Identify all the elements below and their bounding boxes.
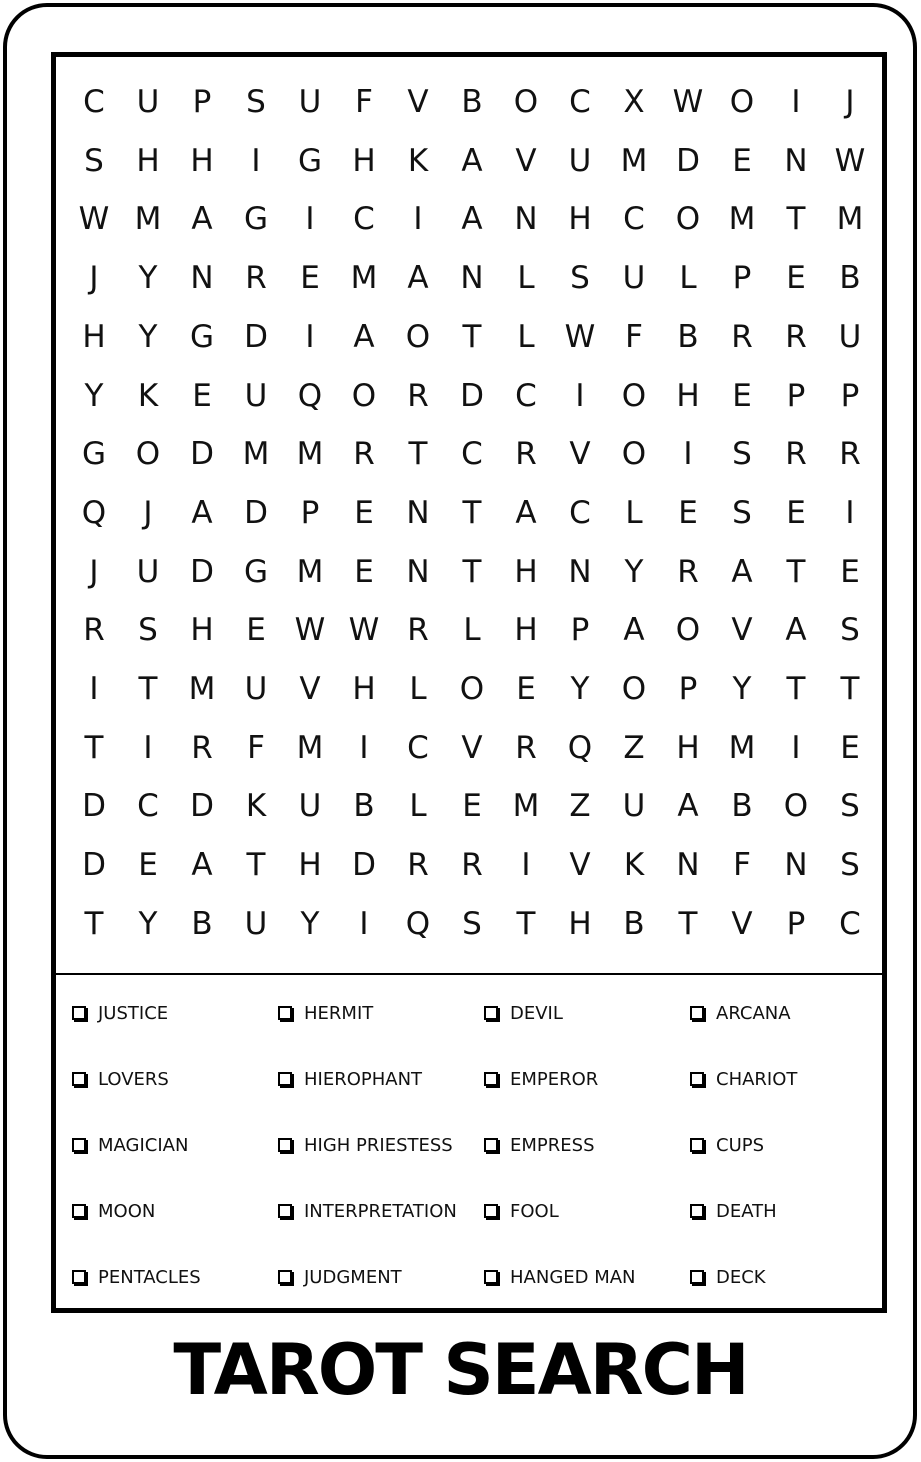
grid-letter[interactable]: S	[840, 612, 860, 649]
grid-letter[interactable]: W	[348, 612, 380, 649]
word-label: MAGICIAN	[98, 1135, 189, 1156]
grid-letter[interactable]: W	[78, 201, 110, 238]
grid-letter[interactable]: X	[623, 84, 645, 120]
grid-letter[interactable]: E	[462, 788, 482, 825]
grid-letter[interactable]: D	[244, 494, 268, 531]
grid-letter[interactable]: I	[305, 201, 315, 238]
grid-letter[interactable]: U	[622, 260, 646, 297]
grid-letter[interactable]: B	[623, 905, 645, 942]
grid-letter[interactable]: E	[516, 671, 536, 707]
grid-letter[interactable]: D	[190, 436, 214, 473]
grid-row	[56, 308, 882, 366]
checkbox-icon[interactable]	[690, 1138, 704, 1152]
grid-letter[interactable]: C	[569, 494, 591, 531]
grid-letter[interactable]: G	[81, 436, 107, 473]
grid-letter[interactable]: P	[840, 377, 860, 414]
grid-letter[interactable]: A	[785, 612, 807, 649]
grid-letter[interactable]: R	[407, 847, 429, 884]
grid-letter[interactable]: A	[353, 318, 375, 355]
grid-letter[interactable]: P	[732, 260, 752, 297]
checkbox-icon[interactable]	[278, 1072, 292, 1086]
grid-letter[interactable]: H	[298, 847, 322, 884]
grid-letter[interactable]: R	[83, 612, 105, 649]
grid-letter[interactable]: P	[786, 905, 806, 942]
grid-letter[interactable]: M	[134, 201, 162, 238]
grid-letter[interactable]: N	[514, 201, 538, 238]
grid-letter[interactable]: C	[353, 201, 375, 238]
grid-letter[interactable]: N	[784, 847, 808, 884]
grid-letter[interactable]: Y	[138, 905, 158, 942]
checkbox-icon[interactable]	[72, 1204, 86, 1218]
grid-letter[interactable]: E	[300, 260, 320, 297]
grid-letter[interactable]: E	[840, 553, 860, 590]
grid-letter[interactable]: U	[568, 142, 592, 179]
grid-letter[interactable]: B	[677, 318, 699, 355]
grid-letter[interactable]: D	[244, 318, 268, 355]
grid-letter[interactable]: I	[413, 201, 423, 238]
puzzle-frame	[51, 52, 887, 1313]
grid-letter[interactable]: P	[786, 377, 806, 414]
grid-letter[interactable]: V	[731, 905, 753, 942]
word-label: MOON	[98, 1201, 156, 1222]
grid-letter[interactable]: S	[246, 84, 266, 120]
grid-letter[interactable]: I	[143, 729, 153, 766]
grid-letter[interactable]: O	[351, 377, 377, 414]
grid-letter[interactable]: H	[568, 905, 592, 942]
grid-letter[interactable]: P	[570, 612, 590, 649]
letter-grid	[56, 57, 882, 977]
checkbox-icon[interactable]	[278, 1006, 292, 1020]
grid-letter[interactable]: M	[350, 260, 378, 297]
checkbox-icon[interactable]	[278, 1270, 292, 1284]
grid-letter[interactable]: U	[136, 553, 160, 590]
grid-letter[interactable]: W	[294, 612, 326, 649]
grid-letter[interactable]: I	[305, 318, 315, 355]
grid-row	[56, 543, 882, 601]
grid-row	[56, 367, 882, 425]
word-label: JUSTICE	[98, 1003, 169, 1024]
grid-row	[56, 190, 882, 248]
grid-letter[interactable]: C	[461, 436, 483, 473]
grid-letter[interactable]: F	[355, 84, 373, 120]
grid-letter[interactable]: D	[82, 847, 106, 884]
grid-letter[interactable]: S	[732, 436, 752, 473]
grid-letter[interactable]: T	[840, 671, 860, 707]
word-label: ARCANA	[716, 1003, 791, 1024]
grid-letter[interactable]: H	[352, 671, 376, 707]
word-list	[56, 975, 882, 1308]
grid-letter[interactable]: U	[244, 671, 268, 707]
word-label: FOOL	[510, 1201, 559, 1222]
grid-row	[56, 895, 882, 953]
word-label: CHARIOT	[716, 1069, 798, 1090]
grid-letter[interactable]: W	[672, 84, 704, 120]
grid-letter[interactable]: V	[731, 612, 753, 649]
grid-letter[interactable]: K	[407, 142, 429, 179]
word-label: JUDGMENT	[304, 1267, 402, 1288]
grid-letter[interactable]: O	[675, 612, 701, 649]
grid-row	[56, 425, 882, 483]
word-label: DECK	[716, 1267, 766, 1288]
grid-letter[interactable]: A	[731, 553, 753, 590]
grid-letter[interactable]: I	[791, 84, 801, 120]
grid-letter[interactable]: R	[731, 318, 753, 355]
grid-letter[interactable]: U	[244, 377, 268, 414]
grid-letter[interactable]: H	[676, 377, 700, 414]
grid-letter[interactable]: O	[513, 84, 539, 120]
grid-letter[interactable]: D	[190, 788, 214, 825]
grid-letter[interactable]: O	[783, 788, 809, 825]
grid-letter[interactable]: B	[353, 788, 375, 825]
grid-letter[interactable]: L	[463, 612, 481, 649]
grid-letter[interactable]: R	[785, 436, 807, 473]
grid-letter[interactable]: N	[568, 553, 592, 590]
grid-letter[interactable]: O	[405, 318, 431, 355]
grid-letter[interactable]: O	[729, 84, 755, 120]
grid-row	[56, 601, 882, 659]
grid-letter[interactable]: N	[406, 494, 430, 531]
grid-letter[interactable]: O	[135, 436, 161, 473]
grid-letter[interactable]: J	[143, 494, 153, 531]
grid-letter[interactable]: M	[620, 142, 648, 179]
grid-letter[interactable]: T	[786, 201, 806, 238]
grid-letter[interactable]: V	[569, 847, 591, 884]
grid-letter[interactable]: R	[461, 847, 483, 884]
grid-letter[interactable]: U	[244, 905, 268, 942]
grid-letter[interactable]: G	[243, 201, 269, 238]
grid-letter[interactable]: E	[246, 612, 266, 649]
checkbox-icon[interactable]	[72, 1270, 86, 1284]
word-label: HIGH PRIESTESS	[304, 1135, 453, 1156]
grid-letter[interactable]: U	[298, 84, 322, 120]
grid-letter[interactable]: Z	[569, 788, 591, 825]
grid-letter[interactable]: N	[406, 553, 430, 590]
grid-letter[interactable]: R	[407, 377, 429, 414]
grid-letter[interactable]: M	[296, 436, 324, 473]
checkbox-icon[interactable]	[484, 1072, 498, 1086]
grid-letter[interactable]: N	[190, 260, 214, 297]
grid-letter[interactable]: A	[191, 201, 213, 238]
grid-letter[interactable]: A	[515, 494, 537, 531]
grid-letter[interactable]: E	[354, 553, 374, 590]
grid-letter[interactable]: M	[242, 436, 270, 473]
checkbox-icon[interactable]	[72, 1006, 86, 1020]
grid-letter[interactable]: I	[683, 436, 693, 473]
grid-letter[interactable]: S	[840, 847, 860, 884]
grid-letter[interactable]: Q	[405, 905, 431, 942]
grid-row	[56, 484, 882, 542]
grid-letter[interactable]: U	[622, 788, 646, 825]
grid-letter[interactable]: D	[352, 847, 376, 884]
grid-letter[interactable]: M	[512, 788, 540, 825]
puzzle-card	[3, 3, 917, 1459]
grid-row	[56, 836, 882, 894]
grid-letter[interactable]: H	[82, 318, 106, 355]
grid-letter[interactable]: S	[732, 494, 752, 531]
grid-letter[interactable]: A	[191, 847, 213, 884]
grid-letter[interactable]: R	[515, 436, 537, 473]
grid-letter[interactable]: R	[785, 318, 807, 355]
grid-letter[interactable]: O	[675, 201, 701, 238]
checkbox-icon[interactable]	[278, 1204, 292, 1218]
grid-letter[interactable]: G	[189, 318, 215, 355]
grid-letter[interactable]: O	[621, 436, 647, 473]
grid-letter[interactable]: N	[460, 260, 484, 297]
grid-letter[interactable]: E	[732, 377, 752, 414]
grid-letter[interactable]: E	[138, 847, 158, 884]
puzzle-title: TAROT SEARCH	[173, 1329, 748, 1411]
grid-letter[interactable]: C	[839, 905, 861, 942]
word-label: DEVIL	[510, 1003, 563, 1024]
grid-letter[interactable]: H	[568, 201, 592, 238]
grid-letter[interactable]: I	[89, 671, 99, 707]
grid-letter[interactable]: C	[623, 201, 645, 238]
grid-letter[interactable]: H	[190, 142, 214, 179]
grid-letter[interactable]: C	[137, 788, 159, 825]
word-label: HIEROPHANT	[304, 1069, 423, 1090]
grid-letter[interactable]: M	[296, 553, 324, 590]
grid-row	[56, 73, 882, 131]
grid-letter[interactable]: A	[461, 201, 483, 238]
grid-letter[interactable]: S	[840, 788, 860, 825]
grid-letter[interactable]: P	[300, 494, 320, 531]
grid-letter[interactable]: T	[516, 905, 536, 942]
grid-letter[interactable]: K	[623, 847, 645, 884]
word-label: LOVERS	[98, 1069, 169, 1090]
grid-letter[interactable]: P	[678, 671, 698, 707]
grid-letter[interactable]: T	[786, 553, 806, 590]
grid-letter[interactable]: C	[407, 729, 429, 766]
grid-letter[interactable]: Y	[300, 905, 320, 942]
checkbox-icon[interactable]	[72, 1138, 86, 1152]
grid-letter[interactable]: B	[731, 788, 753, 825]
grid-letter[interactable]: I	[359, 905, 369, 942]
grid-letter[interactable]: G	[243, 553, 269, 590]
grid-letter[interactable]: H	[190, 612, 214, 649]
grid-letter[interactable]: K	[245, 788, 267, 825]
grid-letter[interactable]: M	[188, 671, 216, 707]
grid-letter[interactable]: O	[621, 671, 647, 707]
grid-letter[interactable]: I	[791, 729, 801, 766]
grid-letter[interactable]: N	[784, 142, 808, 179]
grid-letter[interactable]: Y	[732, 671, 752, 707]
grid-letter[interactable]: C	[83, 84, 105, 120]
grid-letter[interactable]: D	[676, 142, 700, 179]
grid-letter[interactable]: G	[297, 142, 323, 179]
grid-row	[56, 719, 882, 777]
grid-letter[interactable]: M	[836, 201, 864, 238]
grid-letter[interactable]: S	[84, 142, 104, 179]
grid-letter[interactable]: A	[623, 612, 645, 649]
grid-letter[interactable]: U	[136, 84, 160, 120]
grid-letter[interactable]: R	[407, 612, 429, 649]
word-label: CUPS	[716, 1135, 765, 1156]
grid-letter[interactable]: S	[570, 260, 590, 297]
grid-letter[interactable]: T	[246, 847, 266, 884]
grid-letter[interactable]: I	[521, 847, 531, 884]
word-label: HERMIT	[304, 1003, 374, 1024]
grid-letter[interactable]: E	[786, 494, 806, 531]
grid-letter[interactable]: I	[251, 142, 261, 179]
grid-letter[interactable]: A	[461, 142, 483, 179]
grid-letter[interactable]: E	[192, 377, 212, 414]
checkbox-icon[interactable]	[690, 1072, 704, 1086]
grid-letter[interactable]: F	[247, 729, 265, 766]
grid-letter[interactable]: J	[89, 553, 99, 590]
checkbox-icon[interactable]	[690, 1006, 704, 1020]
grid-letter[interactable]: B	[191, 905, 213, 942]
grid-letter[interactable]: H	[676, 729, 700, 766]
grid-letter[interactable]: M	[728, 201, 756, 238]
grid-letter[interactable]: F	[625, 318, 643, 355]
checkbox-icon[interactable]	[690, 1204, 704, 1218]
grid-letter[interactable]: W	[564, 318, 596, 355]
word-label: HANGED MAN	[510, 1267, 636, 1288]
grid-letter[interactable]: L	[517, 260, 535, 297]
checkbox-icon[interactable]	[278, 1138, 292, 1152]
word-label: PENTACLES	[98, 1267, 201, 1288]
word-label: INTERPRETATION	[304, 1201, 457, 1222]
grid-letter[interactable]: H	[136, 142, 160, 179]
grid-letter[interactable]: A	[191, 494, 213, 531]
grid-letter[interactable]: T	[408, 436, 428, 473]
grid-letter[interactable]: H	[514, 553, 538, 590]
grid-letter[interactable]: E	[354, 494, 374, 531]
grid-letter[interactable]: H	[352, 142, 376, 179]
grid-letter[interactable]: A	[677, 788, 699, 825]
grid-letter[interactable]: T	[462, 553, 482, 590]
grid-letter[interactable]: Y	[624, 553, 644, 590]
grid-letter[interactable]: T	[786, 671, 806, 707]
checkbox-icon[interactable]	[484, 1270, 498, 1284]
grid-letter[interactable]: U	[838, 318, 862, 355]
checkbox-icon[interactable]	[484, 1006, 498, 1020]
grid-letter[interactable]: Q	[297, 377, 323, 414]
grid-letter[interactable]: J	[845, 84, 855, 120]
grid-letter[interactable]: R	[245, 260, 267, 297]
word-label: EMPEROR	[510, 1069, 599, 1090]
grid-letter[interactable]: V	[407, 84, 429, 120]
grid-letter[interactable]: R	[515, 729, 537, 766]
grid-letter[interactable]: D	[460, 377, 484, 414]
grid-letter[interactable]: O	[459, 671, 485, 707]
grid-letter[interactable]: Q	[81, 494, 107, 531]
grid-letter[interactable]: R	[353, 436, 375, 473]
grid-letter[interactable]: C	[569, 84, 591, 120]
grid-letter[interactable]: E	[786, 260, 806, 297]
grid-row	[56, 132, 882, 190]
grid-letter[interactable]: L	[409, 788, 427, 825]
word-label: EMPRESS	[510, 1135, 595, 1156]
grid-letter[interactable]: V	[515, 142, 537, 179]
grid-letter[interactable]: L	[679, 260, 697, 297]
grid-letter[interactable]: C	[515, 377, 537, 414]
grid-row	[56, 660, 882, 718]
grid-letter[interactable]: V	[569, 436, 591, 473]
grid-letter[interactable]: P	[192, 84, 212, 120]
grid-row	[56, 249, 882, 307]
grid-letter[interactable]: J	[89, 260, 99, 297]
grid-letter[interactable]: E	[840, 729, 860, 766]
grid-letter[interactable]: Y	[138, 260, 158, 297]
checkbox-icon[interactable]	[484, 1138, 498, 1152]
checkbox-icon[interactable]	[484, 1204, 498, 1218]
grid-letter[interactable]: B	[461, 84, 483, 120]
grid-row	[56, 777, 882, 835]
grid-letter[interactable]: W	[834, 142, 866, 179]
grid-letter[interactable]: T	[678, 905, 698, 942]
grid-letter[interactable]: T	[138, 671, 158, 707]
grid-letter[interactable]: D	[190, 553, 214, 590]
grid-letter[interactable]: E	[678, 494, 698, 531]
grid-letter[interactable]: B	[839, 260, 861, 297]
grid-letter[interactable]: I	[359, 729, 369, 766]
grid-letter[interactable]: N	[676, 847, 700, 884]
word-label: DEATH	[716, 1201, 777, 1222]
grid-letter[interactable]: K	[137, 377, 159, 414]
grid-letter[interactable]: A	[407, 260, 429, 297]
grid-letter[interactable]: R	[191, 729, 213, 766]
grid-letter[interactable]: R	[677, 553, 699, 590]
grid-letter[interactable]: M	[296, 729, 324, 766]
grid-letter[interactable]: I	[845, 494, 855, 531]
grid-letter[interactable]: F	[733, 847, 751, 884]
grid-letter[interactable]: S	[462, 905, 482, 942]
grid-letter[interactable]: T	[84, 729, 104, 766]
checkbox-icon[interactable]	[690, 1270, 704, 1284]
grid-letter[interactable]: E	[732, 142, 752, 179]
grid-letter[interactable]: Y	[84, 377, 104, 414]
grid-letter[interactable]: Y	[138, 318, 158, 355]
grid-letter[interactable]: R	[839, 436, 861, 473]
grid-letter[interactable]: D	[82, 788, 106, 825]
grid-letter[interactable]: Z	[623, 729, 645, 766]
grid-letter[interactable]: L	[625, 494, 643, 531]
grid-letter[interactable]: T	[84, 905, 104, 942]
grid-letter[interactable]: O	[621, 377, 647, 414]
grid-letter[interactable]: H	[514, 612, 538, 649]
grid-letter[interactable]: Y	[570, 671, 590, 707]
grid-letter[interactable]: V	[461, 729, 483, 766]
grid-letter[interactable]: L	[517, 318, 535, 355]
grid-letter[interactable]: L	[409, 671, 427, 707]
grid-letter[interactable]: M	[728, 729, 756, 766]
grid-letter[interactable]: T	[462, 494, 482, 531]
grid-letter[interactable]: I	[575, 377, 585, 414]
grid-letter[interactable]: S	[138, 612, 158, 649]
grid-letter[interactable]: U	[298, 788, 322, 825]
grid-letter[interactable]: T	[462, 318, 482, 355]
checkbox-icon[interactable]	[72, 1072, 86, 1086]
grid-letter[interactable]: V	[299, 671, 321, 707]
grid-letter[interactable]: Q	[567, 729, 593, 766]
